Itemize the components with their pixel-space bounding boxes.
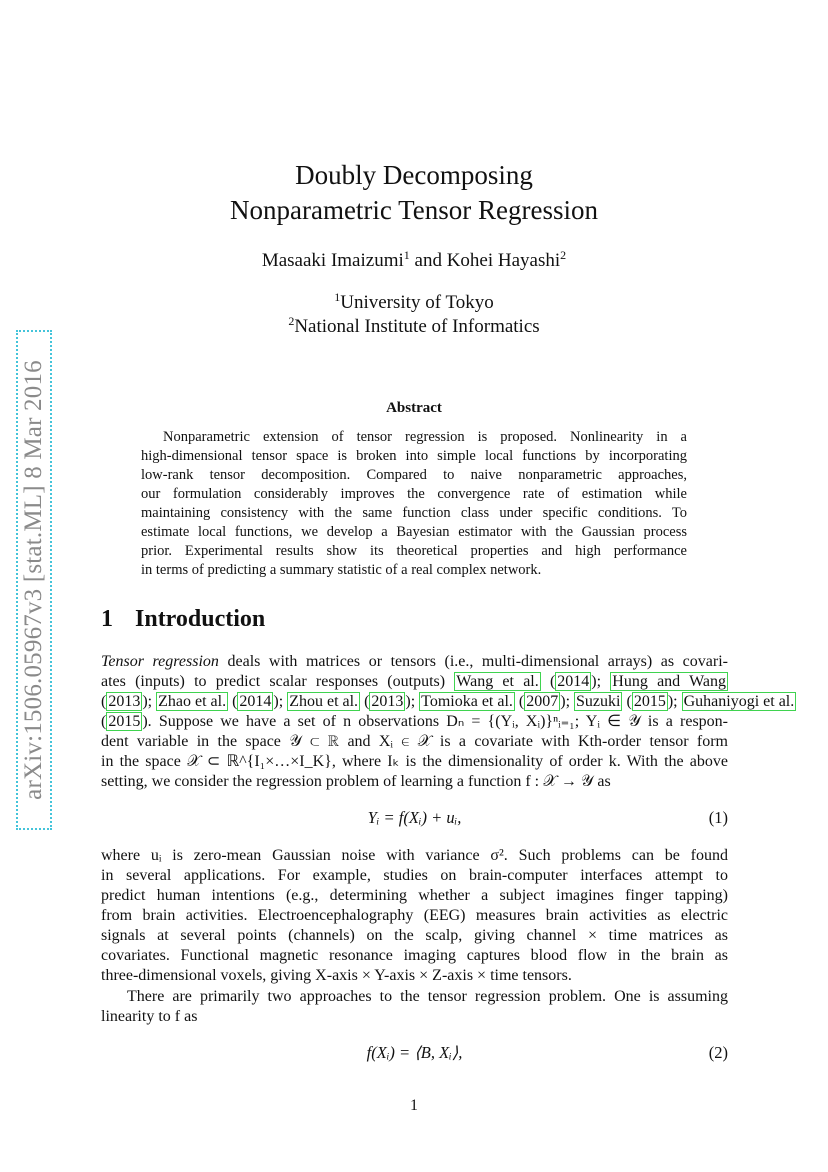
body-line: from brain activities. Electroencephalography (EEG) measures brain activities as electric <box>101 907 728 924</box>
citation-link[interactable]: Guhaniyogi et al. <box>683 693 795 710</box>
body-line: ( 2015 ). Suppose we have a set of n observations Dₙ = {(Yᵢ, Xᵢ)}ⁿᵢ₌₁; Yᵢ ∈ 𝒴 is a respon- <box>101 713 728 730</box>
citation-link[interactable]: Zhou et al. <box>289 693 359 710</box>
equation-expression: Yᵢ = f(Xᵢ) + uᵢ, <box>367 808 462 827</box>
affiliation-marker: 1 <box>403 248 410 262</box>
body-text: deals with matrices or tensors (i.e., multi-dimensional arrays) as covari- <box>218 653 728 670</box>
body-line: ( 2013 ); Zhao et al. ( 2014 ); Zhou et al. ( 2013 ); Tomioka et al. ( 2007 ); Suzuki ( 2015 ); Guhaniyogi et al. <box>101 693 795 710</box>
abstract-line: high-dimensional tensor space is broken into simple local functions by incorporating <box>141 448 687 464</box>
body-line: signals at several points (channels) on the scalp, giving channel × time matrices as <box>101 927 728 944</box>
citation-year-link[interactable]: 2015 <box>633 693 666 710</box>
paper-title-line-2: Nonparametric Tensor Regression <box>229 195 598 225</box>
citation-year-link[interactable]: 2013 <box>371 693 404 710</box>
body-line: setting, we consider the regression problem of learning a function f : 𝒳 → 𝒴 as <box>101 773 611 790</box>
citation-link[interactable]: Wang et al. <box>456 673 539 690</box>
abstract-line: prior. Experimental results show its theoretical properties and high performance <box>141 543 687 559</box>
body-line: covariates. Functional magnetic resonance imaging captures blood flow in the brain as <box>101 947 728 964</box>
abstract-line: in terms of predicting a summary statistic of a real complex network. <box>141 562 542 578</box>
body-text: ). Suppose we have a set of n observations Dₙ = {(Yᵢ, Xᵢ)}ⁿᵢ₌₁; Yᵢ ∈ 𝒴 is a respon- <box>142 713 728 730</box>
section-number: 1 <box>101 606 113 632</box>
abstract-heading: Abstract <box>386 400 442 416</box>
equation-1 <box>101 808 728 830</box>
affiliation <box>0 316 828 338</box>
citation-year-link[interactable]: 2014 <box>557 673 590 690</box>
citation-year-link[interactable]: 2007 <box>526 693 559 710</box>
paper-title-line-1: Doubly Decomposing <box>295 160 533 190</box>
author-connector: and <box>409 250 447 271</box>
body-line <box>101 652 728 672</box>
body-line: where uᵢ is zero-mean Gaussian noise with variance σ². Such problems can be found <box>101 847 728 864</box>
affiliation-name: National Institute of Informatics <box>294 316 540 337</box>
body-line: dent variable in the space 𝒴 ⊂ ℝ and Xᵢ ∈ 𝒳 is a covariate with Kth-order tensor form <box>101 733 728 750</box>
equation-2 <box>101 1043 728 1065</box>
citation-link[interactable]: Hung and Wang <box>612 673 727 690</box>
author-name: Masaaki Imaizumi <box>261 250 404 271</box>
citation-year-link[interactable]: 2015 <box>108 713 141 730</box>
affiliation-marker: 2 <box>288 314 295 328</box>
citation-year-link[interactable]: 2013 <box>108 693 141 710</box>
body-line: in several applications. For example, studies on brain-computer interfaces attempt to <box>101 867 728 884</box>
body-line: in the space 𝒳 ⊂ ℝ^{I₁×…×I_K}, where Iₖ is the dimensionality of order k. With the above <box>101 753 728 770</box>
affiliation <box>0 292 828 314</box>
body-line: ates (inputs) to predict scalar responses (outputs) Wang et al. ( 2014 ); Hung and Wang <box>101 673 727 690</box>
affiliation-marker: 1 <box>334 290 341 304</box>
abstract-line: low-rank tensor decomposition. Compared to naive nonparametric approaches, <box>141 467 687 483</box>
abstract-line: our formulation considerably improves the convergence rate of estimation while <box>141 486 687 502</box>
affiliation-marker: 2 <box>560 248 567 262</box>
page-number: 1 <box>410 1097 418 1114</box>
affiliation-name: University of Tokyo <box>340 292 494 313</box>
author-list <box>0 250 828 272</box>
citation-link[interactable]: Tomioka et al. <box>421 693 513 710</box>
equation-expression: f(Xᵢ) = ⟨B, Xᵢ⟩, <box>366 1043 463 1062</box>
equation-number: (1) <box>708 808 728 827</box>
citation-link[interactable]: Zhao et al. <box>158 693 227 710</box>
body-line: There are primarily two approaches to the tensor regression problem. One is assuming <box>127 988 728 1005</box>
citation-year-link[interactable]: 2014 <box>239 693 272 710</box>
body-line: predict human intentions (e.g., determining whether a subject imagines finger tapping) <box>101 887 728 904</box>
abstract-line: maintaining consistency with the same function class under specific conditions. To <box>141 505 687 521</box>
body-line: linearity to f as <box>101 1008 198 1025</box>
citation-link[interactable]: Suzuki <box>576 693 621 710</box>
body-line: three-dimensional voxels, giving X-axis × Y-axis × Z-axis × time tensors. <box>101 967 572 984</box>
author-name: Kohei Hayashi <box>446 250 561 271</box>
equation-number: (2) <box>708 1043 728 1062</box>
body-text: ates (inputs) to predict scalar responses (outputs) <box>101 673 455 690</box>
section-heading <box>101 606 265 633</box>
arxiv-id-text: arXiv:1506.05967v3 [stat.ML] 8 Mar 2016 <box>20 360 47 800</box>
section-title: Introduction <box>135 606 266 632</box>
term-emphasis: Tensor regression <box>101 653 219 670</box>
abstract-line: Nonparametric extension of tensor regression is proposed. Nonlinearity in a <box>163 429 687 445</box>
abstract-line: estimate local functions, we develop a Bayesian estimator with the Gaussian process <box>141 524 687 540</box>
